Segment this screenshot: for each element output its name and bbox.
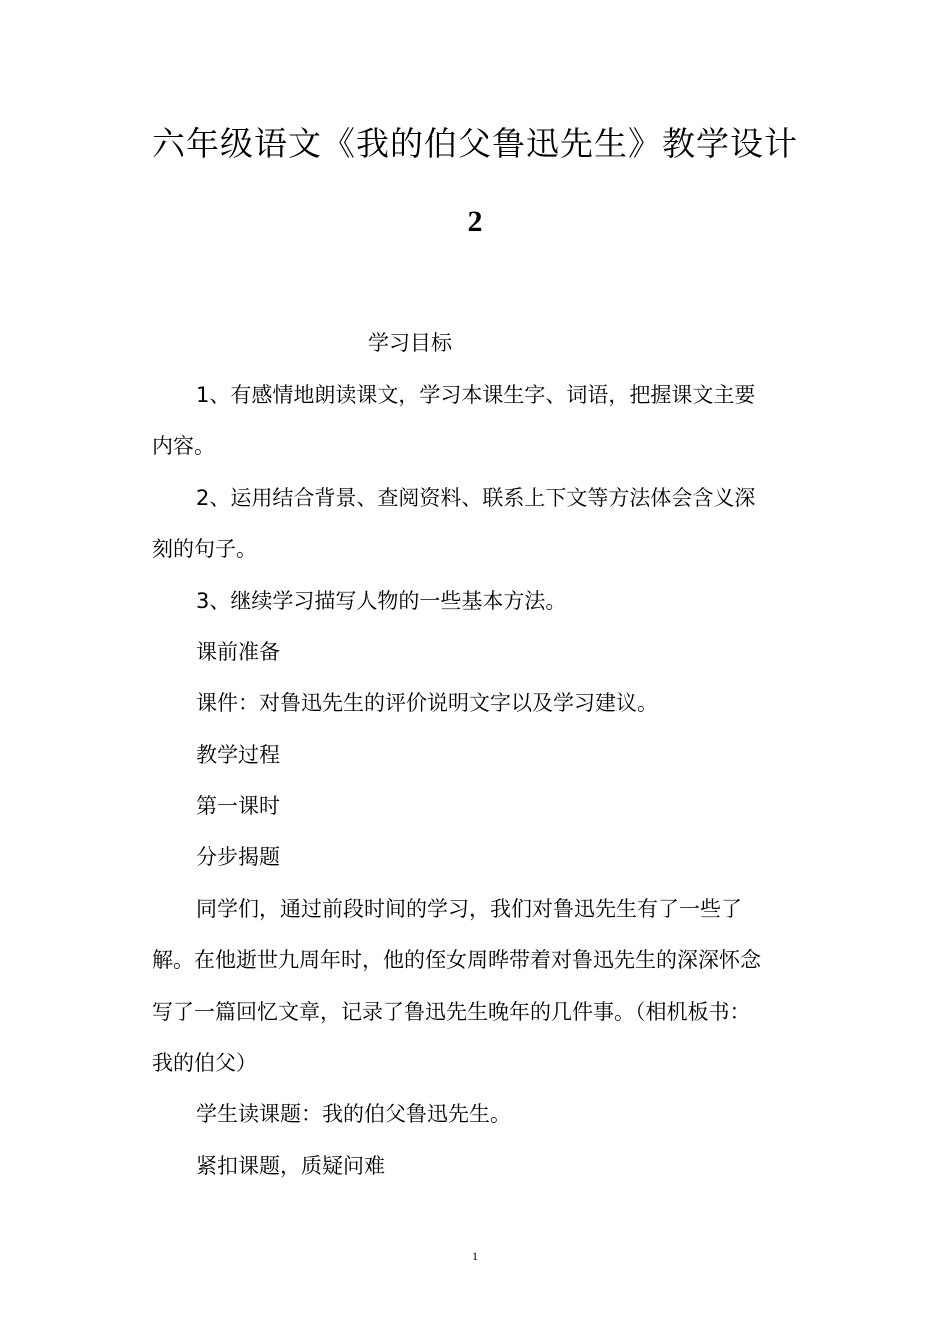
- intro-paragraph-line-3: 写了一篇回忆文章，记录了鲁迅先生晚年的几件事。（相机板书：: [152, 1000, 751, 1024]
- step-heading: 分步揭题: [196, 845, 280, 869]
- document-title-number: 2: [467, 205, 483, 238]
- prep-heading: 课前准备: [196, 640, 280, 664]
- document-title: 六年级语文《我的伯父鲁迅先生》教学设计: [152, 124, 798, 163]
- prep-text: 课件：对鲁迅先生的评价说明文字以及学习建议。: [196, 691, 658, 715]
- read-title-line: 学生读课题：我的伯父鲁迅先生。: [196, 1102, 511, 1126]
- question-heading: 紧扣课题，质疑问难: [196, 1154, 385, 1178]
- goal-1-line-1: 1、有感情地朗读课文，学习本课生字、词语，把握课文主要: [196, 383, 756, 407]
- process-heading: 教学过程: [196, 743, 280, 767]
- goal-2-line-2: 刻的句子。: [152, 537, 257, 561]
- page-number: 1: [472, 1249, 478, 1263]
- lesson-heading: 第一课时: [196, 794, 280, 818]
- intro-paragraph-line-4: 我的伯父）: [152, 1051, 257, 1075]
- intro-paragraph-line-2: 解。在他逝世九周年时，他的侄女周晔带着对鲁迅先生的深深怀念: [152, 948, 761, 972]
- intro-paragraph-line-1: 同学们，通过前段时间的学习，我们对鲁迅先生有了一些了: [196, 897, 742, 921]
- goal-2-line-1: 2、运用结合背景、查阅资料、联系上下文等方法体会含义深: [196, 486, 756, 510]
- goal-1-line-2: 内容。: [152, 434, 215, 458]
- section-heading-goals: 学习目标: [368, 331, 452, 355]
- goal-3: 3、继续学习描写人物的一些基本方法。: [196, 589, 567, 613]
